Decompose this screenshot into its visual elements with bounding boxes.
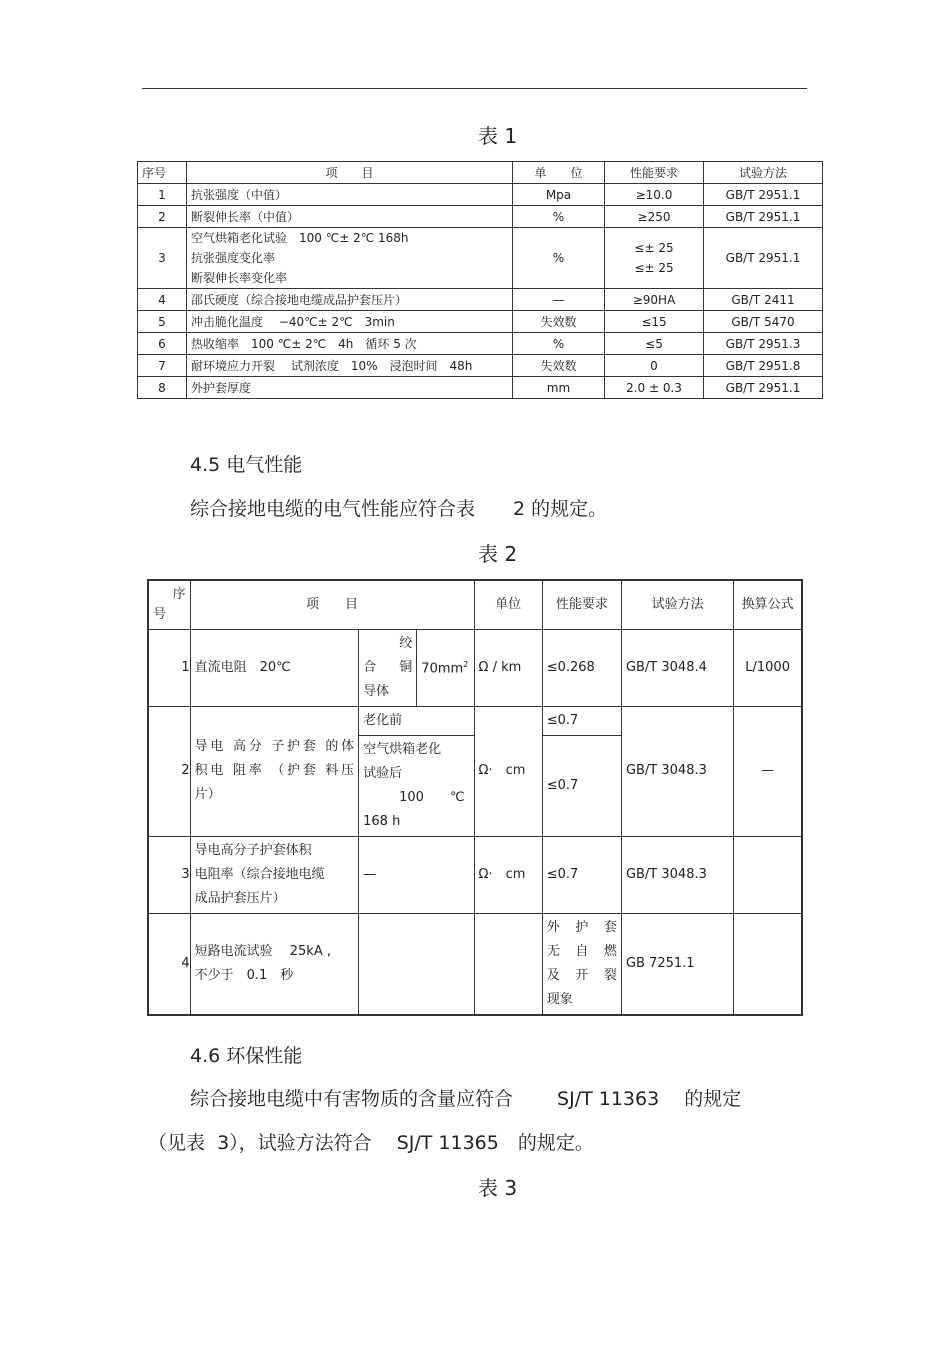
table1-cell-req: ≤± 25 ≤± 25 (605, 228, 704, 289)
table2-row4-req: 外 护 套 无 自 燃 及 开 裂 现象 (542, 913, 621, 1015)
table2-row3-method: GB/T 3048.3 (621, 836, 733, 913)
table2-row-4 (148, 913, 802, 1015)
table2-row2-unit: Ω· cm (474, 706, 542, 836)
table1-cell-method: GB/T 2951.8 (704, 355, 823, 377)
table1-cell-req: ≤15 (605, 311, 704, 333)
table1-cell-item: 冲击脆化温度 −40℃± 2℃ 3min (187, 311, 513, 333)
table1-cell-unit: mm (513, 377, 605, 399)
table1-cell-no: 2 (138, 206, 187, 228)
table2-row-1 (148, 629, 802, 706)
table1-caption: 表 1 (478, 124, 518, 148)
table2-row2-no: 2 (148, 706, 190, 836)
table2-row4-formula (734, 913, 802, 1015)
table1-cell-no: 7 (138, 355, 187, 377)
table1-header-2: 单 位 (513, 162, 605, 184)
table2-row4-unit (474, 913, 542, 1015)
table1-cell-req: ≥250 (605, 206, 704, 228)
table1-cell-unit: 失效数 (513, 355, 605, 377)
table1 (137, 161, 823, 399)
table1-cell-method: GB/T 5470 (704, 311, 823, 333)
table1-row (138, 355, 823, 377)
table1-cell-method: GB/T 2411 (704, 289, 823, 311)
table3-caption: 表 3 (478, 1176, 518, 1200)
table1-header-3: 性能要求 (605, 162, 704, 184)
table2-header-item: 项 目 (190, 580, 474, 629)
table1-cell-req: ≤5 (605, 333, 704, 355)
table2-row1-formula: L/1000 (734, 629, 802, 706)
table1-cell-req: ≥90HA (605, 289, 704, 311)
table2-row3-sub: — (359, 836, 474, 913)
table1-row (138, 377, 823, 399)
table1-cell-req: 0 (605, 355, 704, 377)
table2-row1-no: 1 (148, 629, 190, 706)
table1-row (138, 228, 823, 289)
table1-cell-item: 抗张强度（中值） (187, 184, 513, 206)
table1-cell-method: GB/T 2951.3 (704, 333, 823, 355)
table2-row2-req-a: ≤0.7 (542, 706, 621, 735)
table1-row (138, 184, 823, 206)
table1-cell-method: GB/T 2951.1 (704, 377, 823, 399)
table2-row3-req: ≤0.7 (542, 836, 621, 913)
table1-cell-unit: 失效数 (513, 311, 605, 333)
table1-header-4: 试验方法 (704, 162, 823, 184)
section-4-6-line2: （见表 3），试验方法符合 SJ/T 11365 的规定。 (148, 1132, 594, 1154)
table1-header-0: 序号 (138, 162, 187, 184)
table2-header-unit: 单位 (474, 580, 542, 629)
table2-row1-size: $70mm^2$ (417, 629, 474, 706)
table1-row (138, 289, 823, 311)
table1-cell-unit: % (513, 333, 605, 355)
table2-row-3 (148, 836, 802, 913)
table1-cell-no: 8 (138, 377, 187, 399)
table2-row3-unit: Ω· cm (474, 836, 542, 913)
table2-row1-sub: 绞 合 铜 导体 (359, 629, 417, 706)
table1-cell-unit: % (513, 228, 605, 289)
section-4-6-heading: 4.6 环保性能 (190, 1045, 303, 1067)
table2-row4-sub (359, 913, 474, 1015)
table2-caption: 表 2 (478, 542, 518, 566)
table1-cell-item: 断裂伸长率（中值） (187, 206, 513, 228)
table2-row4-method: GB 7251.1 (621, 913, 733, 1015)
table2-header-formula: 换算公式 (734, 580, 802, 629)
section-4-5-text: 综合接地电缆的电气性能应符合表 2 的规定。 (190, 498, 608, 520)
table1-row (138, 333, 823, 355)
table2-row1-req: ≤0.268 (542, 629, 621, 706)
table2-header-req: 性能要求 (542, 580, 621, 629)
table1-cell-item: 邵氏硬度（综合接地电缆成品护套压片） (187, 289, 513, 311)
table1-cell-no: 5 (138, 311, 187, 333)
table1-cell-method: GB/T 2951.1 (704, 228, 823, 289)
table2-row1-method: GB/T 3048.4 (621, 629, 733, 706)
table1-cell-item: 耐环境应力开裂 试剂浓度 10% 浸泡时间 48h (187, 355, 513, 377)
table2-header-row (148, 580, 802, 629)
table2-row4-item: 短路电流试验 25kA , 不少于 0.1 秒 (190, 913, 359, 1015)
table2-row4-no: 4 (148, 913, 190, 1015)
table1-cell-unit: Mpa (513, 184, 605, 206)
table2-header-no: 序 号 (148, 580, 190, 629)
section-4-5-heading: 4.5 电气性能 (190, 454, 303, 476)
table1-cell-method: GB/T 2951.1 (704, 206, 823, 228)
section-4-6-line1: 综合接地电缆中有害物质的含量应符合 SJ/T 11363 的规定 (190, 1088, 742, 1110)
table1-cell-unit: — (513, 289, 605, 311)
table1-header-row (138, 162, 823, 184)
table2-row3-item: 导电高分子护套体积 电阻率（综合接地电缆 成品护套压片） (190, 836, 359, 913)
table2-row2-formula: — (734, 706, 802, 836)
table1-cell-unit: % (513, 206, 605, 228)
table1-cell-req: 2.0 ± 0.3 (605, 377, 704, 399)
table2-row1-item: 直流电阻 20℃ (190, 629, 359, 706)
table1-cell-no: 4 (138, 289, 187, 311)
table1-cell-no: 6 (138, 333, 187, 355)
table1-cell-no: 1 (138, 184, 187, 206)
table1-cell-method: GB/T 2951.1 (704, 184, 823, 206)
table2-row3-formula (734, 836, 802, 913)
table2-row2-sub-a: 老化前 (359, 706, 474, 735)
table2-header-method: 试验方法 (621, 580, 733, 629)
table2-row2-sub-b: 空气烘箱老化 试验后 100 ℃ 168 h (359, 735, 474, 836)
table1-cell-no: 3 (138, 228, 187, 289)
table2-row2-method: GB/T 3048.3 (621, 706, 733, 836)
table2-row-2a (148, 706, 802, 735)
table2-row3-no: 3 (148, 836, 190, 913)
table1-cell-item: 外护套厚度 (187, 377, 513, 399)
table1-cell-item: 空气烘箱老化试验 100 ℃± 2℃ 168h 抗张强度变化率 断裂伸长率变化率 (187, 228, 513, 289)
table2 (147, 579, 803, 1016)
table2-row1-unit: Ω / km (474, 629, 542, 706)
header-rule (142, 88, 807, 89)
table1-cell-req: ≥10.0 (605, 184, 704, 206)
table1-row (138, 311, 823, 333)
table1-row (138, 206, 823, 228)
table1-header-1: 项 目 (187, 162, 513, 184)
table2-row2-req-b: ≤0.7 (542, 735, 621, 836)
table1-cell-item: 热收缩率 100 ℃± 2℃ 4h 循环 5 次 (187, 333, 513, 355)
table2-row2-item: 导电 高分 子护套 的体 积电 阻率 （护套 料压 片） (190, 706, 359, 836)
